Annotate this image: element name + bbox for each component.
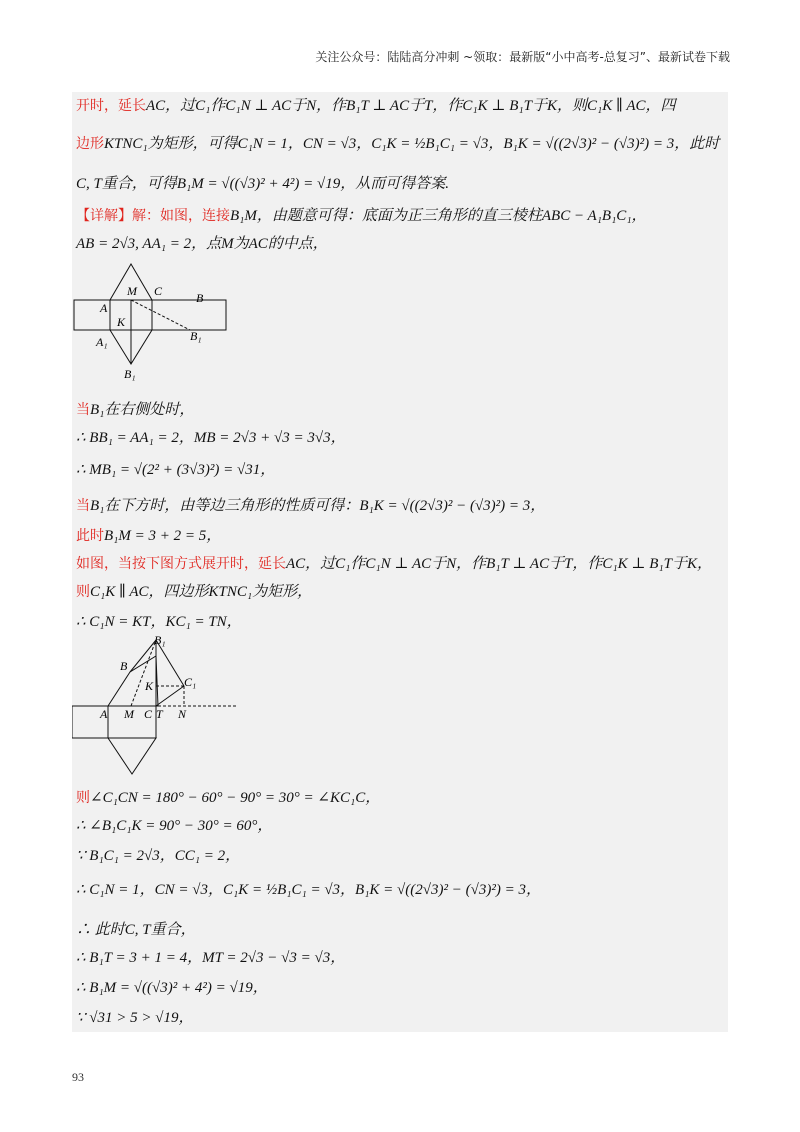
text-line: 则∠C₁CN = 180° − 60° − 90° = 30° = ∠KC₁C， — [76, 790, 381, 806]
solution-block — [72, 92, 728, 1032]
figure-unfold-1 — [72, 260, 242, 382]
label-N: N — [178, 707, 187, 721]
text-line: 当B₁在下方时，由等边三角形的性质可得：B₁K = √((2√3)² − (√3)²) = 3， — [76, 498, 546, 514]
label-T: T — [156, 707, 163, 721]
page-number: 93 — [72, 1070, 84, 1084]
label-M: M — [124, 707, 134, 721]
page-header: 关注公众号：陆陆高分冲刺 ~领取：最新版“小中高考-总复习”、最新试卷下载 — [315, 50, 730, 64]
label-A: A — [100, 707, 108, 721]
label-A: A — [100, 301, 108, 315]
label-M: M — [127, 284, 137, 298]
label-B1: B₁ — [154, 636, 166, 647]
label-A1: A₁ — [96, 335, 108, 349]
text-line: 【详解】解：如图，连接B₁M，由题意可得：底面为正三角形的直三棱柱ABC − A₁B₁C₁， — [76, 208, 647, 224]
text-line: 开时，延长AC，过C₁作C₁N ⊥ AC于N，作B₁T ⊥ AC于T，作C₁K ⊥ B₁T于K，则C₁K ∥ AC，四 — [76, 98, 676, 114]
text-line: ∴ B₁T = 3 + 1 = 4，MT = 2√3 − √3 = √3， — [76, 950, 346, 966]
text-line: ∴ MB₁ = √(2² + (3√3)²) = √31， — [76, 462, 276, 478]
label-B1-bottom: B₁ — [124, 367, 136, 381]
text-line: 如图，当按下图方式展开时，延长AC，过C₁作C₁N ⊥ AC于N，作B₁T ⊥ AC于T，作C₁K ⊥ B₁T于K， — [76, 556, 712, 572]
label-B1-right: B₁ — [190, 329, 202, 343]
text-line: ∴ C₁N = KT，KC₁ = TN， — [76, 614, 242, 630]
text-line: ∴ ∠B₁C₁K = 90° − 30° = 60°， — [76, 818, 273, 834]
text-line: AB = 2√3, AA₁ = 2，点M为AC的中点， — [76, 236, 328, 252]
text-line: ∴ 此时C, T重合， — [76, 922, 196, 938]
text-line: ∴ B₁M = √((√3)² + 4²) = √19， — [76, 980, 268, 996]
label-K: K — [145, 679, 154, 693]
figure-unfold-2 — [72, 636, 248, 778]
label-C1: C₁ — [184, 675, 197, 689]
label-B: B — [196, 291, 204, 305]
text-line: ∵ B₁C₁ = 2√3，CC₁ = 2， — [76, 848, 241, 864]
label-B: B — [120, 659, 128, 673]
text-line: 边形KTNC₁为矩形，可得C₁N = 1，CN = √3，C₁K = ½B₁C₁ = √3，B₁K = √((2√3)² − (√3)²) = 3，此时 — [76, 136, 720, 152]
text-line: C, T重合，可得B₁M = √((√3)² + 4²) = √19，从而可得答案. — [76, 176, 450, 192]
text-line: ∵ √31 > 5 > √19， — [76, 1010, 194, 1026]
text-line: ∴ BB₁ = AA₁ = 2，MB = 2√3 + √3 = 3√3， — [76, 430, 346, 446]
text-line: ∴ C₁N = 1，CN = √3，C₁K = ½B₁C₁ = √3，B₁K = √((2√3)² − (√3)²) = 3， — [76, 882, 541, 898]
label-C: C — [154, 284, 163, 298]
label-C: C — [144, 707, 153, 721]
text-line: 此时B₁M = 3 + 2 = 5， — [76, 528, 222, 544]
label-K: K — [117, 315, 126, 329]
text-line: 则C₁K ∥ AC，四边形KTNC₁为矩形， — [76, 584, 313, 600]
text-line: 当B₁在右侧处时， — [76, 402, 195, 418]
